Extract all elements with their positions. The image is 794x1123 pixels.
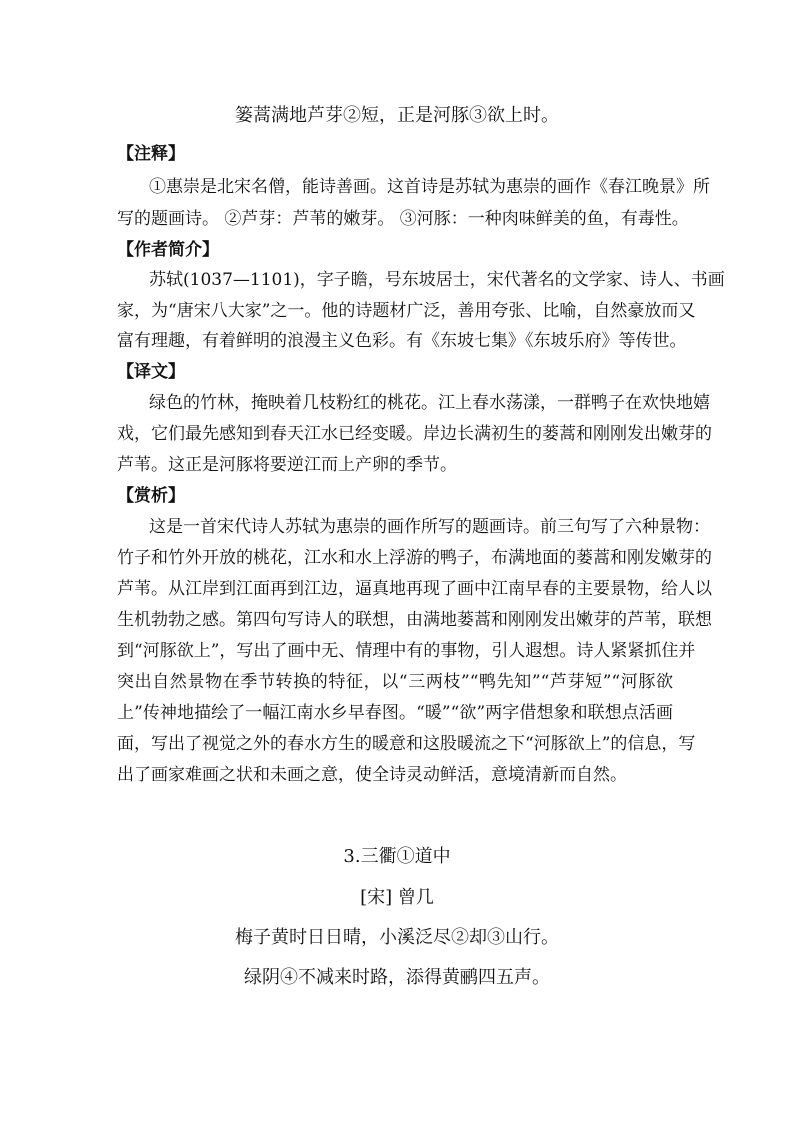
appreciation-line-7: 上”传神地描绘了一幅江南水乡早春图。“暖”“欲”两字借想象和联想点活画: [117, 703, 673, 723]
author-line-3: 富有理趣，有着鲜明的浪漫主义色彩。有《东坡七集》《东坡乐府》等传世。: [117, 331, 687, 351]
appreciation-line-8: 面，写出了视觉之外的春水方生的暖意和这股暖流之下“河豚欲上”的信息，写: [117, 734, 696, 754]
notes-header: 【注释】: [117, 144, 185, 164]
appreciation-line-5: 到“河豚欲上”，写出了画中无、情理中有的事物，引人遐想。诗人紧紧抓住并: [117, 641, 696, 661]
poem2-line-2: 绿阴④不减来时路，添得黄鹂四五声。: [244, 967, 550, 988]
translation-line-3: 芦苇。这正是河豚将要逆江而上产卵的季节。: [117, 455, 457, 475]
appreciation-line-1: 这是一首宋代诗人苏轼为惠崇的画作所写的题画诗。前三句写了六种景物：: [149, 517, 710, 537]
translation-line-2: 戏，它们最先感知到春天江水已经变暖。岸边长满初生的蒌蒿和刚刚发出嫩芽的: [117, 424, 712, 444]
author-header: 【作者简介】: [117, 240, 219, 260]
translation-header: 【译文】: [117, 362, 185, 382]
translation-line-1: 绿色的竹林，掩映着几枝粉红的桃花。江上春水荡漾，一群鸭子在欢快地嬉: [149, 393, 710, 413]
appreciation-line-2: 竹子和竹外开放的桃花，江水和水上浮游的鸭子，布满地面的蒌蒿和刚发嫩芽的: [117, 548, 712, 568]
notes-line-1: ①惠崇是北宋名僧，能诗善画。这首诗是苏轼为惠崇的画作《春江晚景》所: [149, 177, 710, 197]
appreciation-line-9: 出了画家难画之状和未画之意，使全诗灵动鲜活，意境清新而自然。: [117, 765, 627, 785]
author-line-1: 苏轼(1037—1101)，字子瞻，号东坡居士，宋代著名的文学家、诗人、书画: [149, 270, 725, 290]
poem2-line-1: 梅子黄时日日晴，小溪泛尽②却③山行。: [235, 927, 559, 948]
appreciation-header: 【赏析】: [117, 486, 185, 506]
poem2-author: [宋] 曾几: [360, 887, 434, 908]
notes-line-2: 写的题画诗。 ②芦芽：芦苇的嫩芽。 ③河豚：一种肉味鲜美的鱼，有毒性。: [117, 209, 689, 229]
poem1-last-line: 篓蒿满地芦芽②短，正是河豚③欲上时。: [235, 105, 559, 126]
author-line-2: 家，为“唐宋八大家”之一。他的诗题材广泛，善用夸张、比喻，自然豪放而又: [117, 301, 696, 321]
appreciation-line-4: 生机勃勃之感。第四句写诗人的联想，由满地蒌蒿和刚刚发出嫩芽的芦苇，联想: [117, 610, 712, 630]
poem2-title: 3.三衢①道中: [343, 846, 451, 867]
appreciation-line-3: 芦苇。从江岸到江面再到江边，逼真地再现了画中江南早春的主要景物，给人以: [117, 579, 712, 599]
appreciation-line-6: 突出自然景物在季节转换的特征，以“三两枝”“鸭先知”“芦芽短”“河豚欲: [117, 672, 673, 692]
